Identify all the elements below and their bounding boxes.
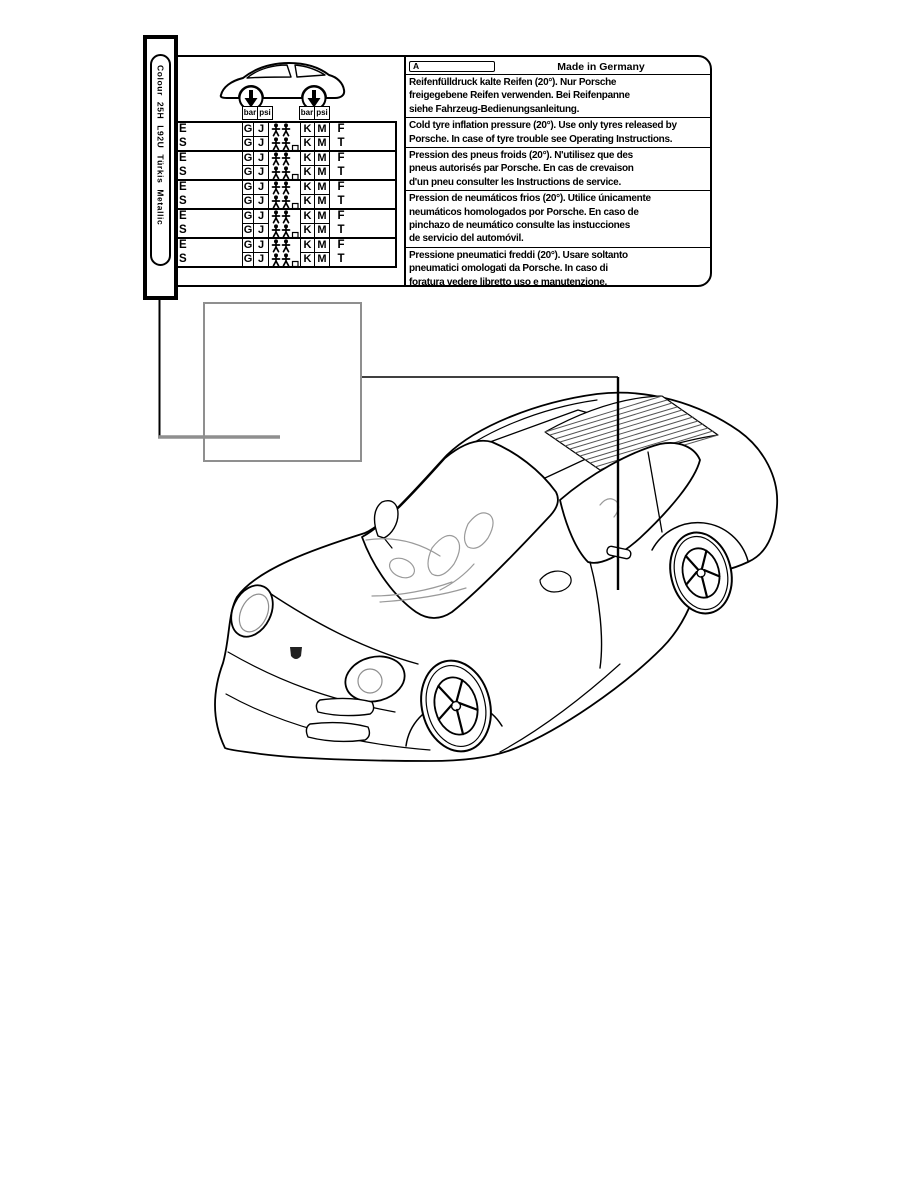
label-text-block-es: Pression de neumáticos frios (20°). Utilice únicamente neumáticos homologados por Porsche. En caso de pinchazo de neumático consulte las instucciones de servicio del automóvil. [406, 190, 710, 247]
rear-psi-cell: M [314, 136, 330, 151]
occupants-luggage-icon [270, 253, 300, 267]
position-marker-box: A [409, 61, 495, 72]
row-side-letter: S [179, 252, 187, 265]
rear-bar-cell: K [300, 151, 315, 166]
occupants-icon [270, 239, 300, 253]
rear-psi-cell: M [314, 209, 330, 224]
pressure-row [178, 253, 395, 267]
pressure-row [178, 239, 395, 253]
front-psi-cell: J [253, 252, 269, 267]
rear-bar-cell: K [300, 136, 315, 151]
front-psi-cell: J [253, 151, 269, 166]
front-bar-cell: G [243, 194, 253, 207]
label-text-block-it: Pressione pneumatici freddi (20°). Usare soltanto pneumatici omologati da Porsche. In caso di foratura vedere libretto uso e manutenzione. [406, 247, 710, 290]
row-side-letter: E [179, 123, 187, 135]
rear-bar-cell: K [300, 194, 315, 209]
tyre-pressure-label [165, 55, 712, 287]
label-header [406, 57, 710, 74]
label-text-block-fr: Pression des pneus froids (20°). N'utilisez que des pneus autorisés par Porsche. En cas de crevaison d'un pneu consulter les Instructions de service. [406, 147, 710, 190]
load-letter: F [337, 239, 345, 251]
rear-psi-cell: M [314, 151, 330, 166]
load-letter: T [337, 223, 345, 236]
load-letter: F [337, 210, 345, 222]
front-psi-cell: J [253, 238, 269, 253]
row-side-letter: S [179, 136, 187, 149]
made-in-text: Made in Germany [557, 60, 645, 73]
front-psi-cell: J [253, 165, 269, 180]
occupants-luggage-icon [270, 137, 300, 151]
row-side-letter: E [179, 152, 187, 164]
row-side-letter: E [179, 210, 187, 222]
load-letter: F [337, 123, 345, 135]
rear-bar-cell: K [300, 122, 315, 137]
pressure-table-group [176, 150, 397, 181]
label-text-panel [404, 57, 710, 288]
front-bar-cell: G [243, 252, 253, 265]
pressure-row [178, 210, 395, 224]
front-bar-cell: G [243, 136, 253, 149]
load-letter: T [337, 136, 345, 149]
front-bar-cell: G [243, 181, 253, 193]
luggage-icon [293, 261, 299, 266]
row-side-letter: S [179, 165, 187, 178]
pressure-table-group [176, 237, 397, 268]
front-bar-cell: G [243, 239, 253, 251]
front-bar-cell: G [243, 223, 253, 236]
pressure-row [178, 152, 395, 166]
rear-psi-cell: M [314, 223, 330, 238]
front-bar-cell: G [243, 123, 253, 135]
pressure-table-group [176, 208, 397, 239]
pressure-row [178, 181, 395, 195]
unit-header-front-bar: bar [242, 106, 258, 120]
front-bar-cell: G [243, 210, 253, 222]
front-psi-cell: J [253, 122, 269, 137]
rear-psi-cell: M [314, 122, 330, 137]
pressure-row [178, 166, 395, 180]
rear-bar-cell: K [300, 209, 315, 224]
colour-code-strip [143, 35, 178, 300]
car-illustration [180, 360, 820, 780]
row-side-letter: E [179, 181, 187, 193]
row-side-letter: S [179, 223, 187, 236]
load-letter: T [337, 194, 345, 207]
label-text-block-de: Reifenfülldruck kalte Reifen (20°). Nur Porsche freigegebene Reifen verwenden. Bei Reifenpanne siehe Fahrzeug-Bedienungsanleitung. [406, 74, 710, 117]
pressure-table-group [176, 121, 397, 152]
pressure-row [178, 224, 395, 238]
unit-header-rear-bar: bar [299, 106, 315, 120]
occupants-luggage-icon [270, 166, 300, 180]
label-pressure-panel [167, 57, 404, 285]
load-letter: F [337, 152, 345, 164]
load-letter: T [337, 165, 345, 178]
occupants-icon [270, 210, 300, 224]
label-text-blocks [406, 74, 710, 290]
colour-code-text: Colour 25H L92U Türkis Metallic [155, 65, 166, 226]
rear-psi-cell: M [314, 238, 330, 253]
front-psi-cell: J [253, 180, 269, 195]
unit-header-rear-psi: psi [314, 106, 330, 120]
rear-bar-cell: K [300, 238, 315, 253]
rear-psi-cell: M [314, 194, 330, 209]
rear-bar-cell: K [300, 165, 315, 180]
front-psi-cell: J [253, 136, 269, 151]
front-bar-cell: G [243, 165, 253, 178]
occupants-luggage-icon [270, 195, 300, 209]
pressure-row [178, 123, 395, 137]
occupants-luggage-icon [270, 224, 300, 238]
rear-bar-cell: K [300, 223, 315, 238]
label-car-icon [217, 59, 349, 111]
rear-psi-cell: M [314, 165, 330, 180]
pressure-table-group [176, 179, 397, 210]
label-text-block-en: Cold tyre inflation pressure (20°). Use only tyres released by Porsche. In case of tyre trouble see Operating Instructions. [406, 117, 710, 147]
front-psi-cell: J [253, 223, 269, 238]
load-letter: T [337, 252, 345, 265]
front-bar-cell: G [243, 152, 253, 164]
rear-bar-cell: K [300, 252, 315, 267]
occupants-icon [270, 123, 300, 137]
rear-psi-cell: M [314, 180, 330, 195]
rear-psi-cell: M [314, 252, 330, 267]
rear-bar-cell: K [300, 180, 315, 195]
row-side-letter: E [179, 239, 187, 251]
pressure-row [178, 137, 395, 151]
front-psi-cell: J [253, 209, 269, 224]
occupants-icon [270, 181, 300, 195]
colour-code-capsule [150, 54, 171, 266]
pressure-table [176, 121, 397, 268]
front-psi-cell: J [253, 194, 269, 209]
unit-header-front-psi: psi [257, 106, 273, 120]
pressure-row [178, 195, 395, 209]
row-side-letter: S [179, 194, 187, 207]
load-letter: F [337, 181, 345, 193]
occupants-icon [270, 152, 300, 166]
